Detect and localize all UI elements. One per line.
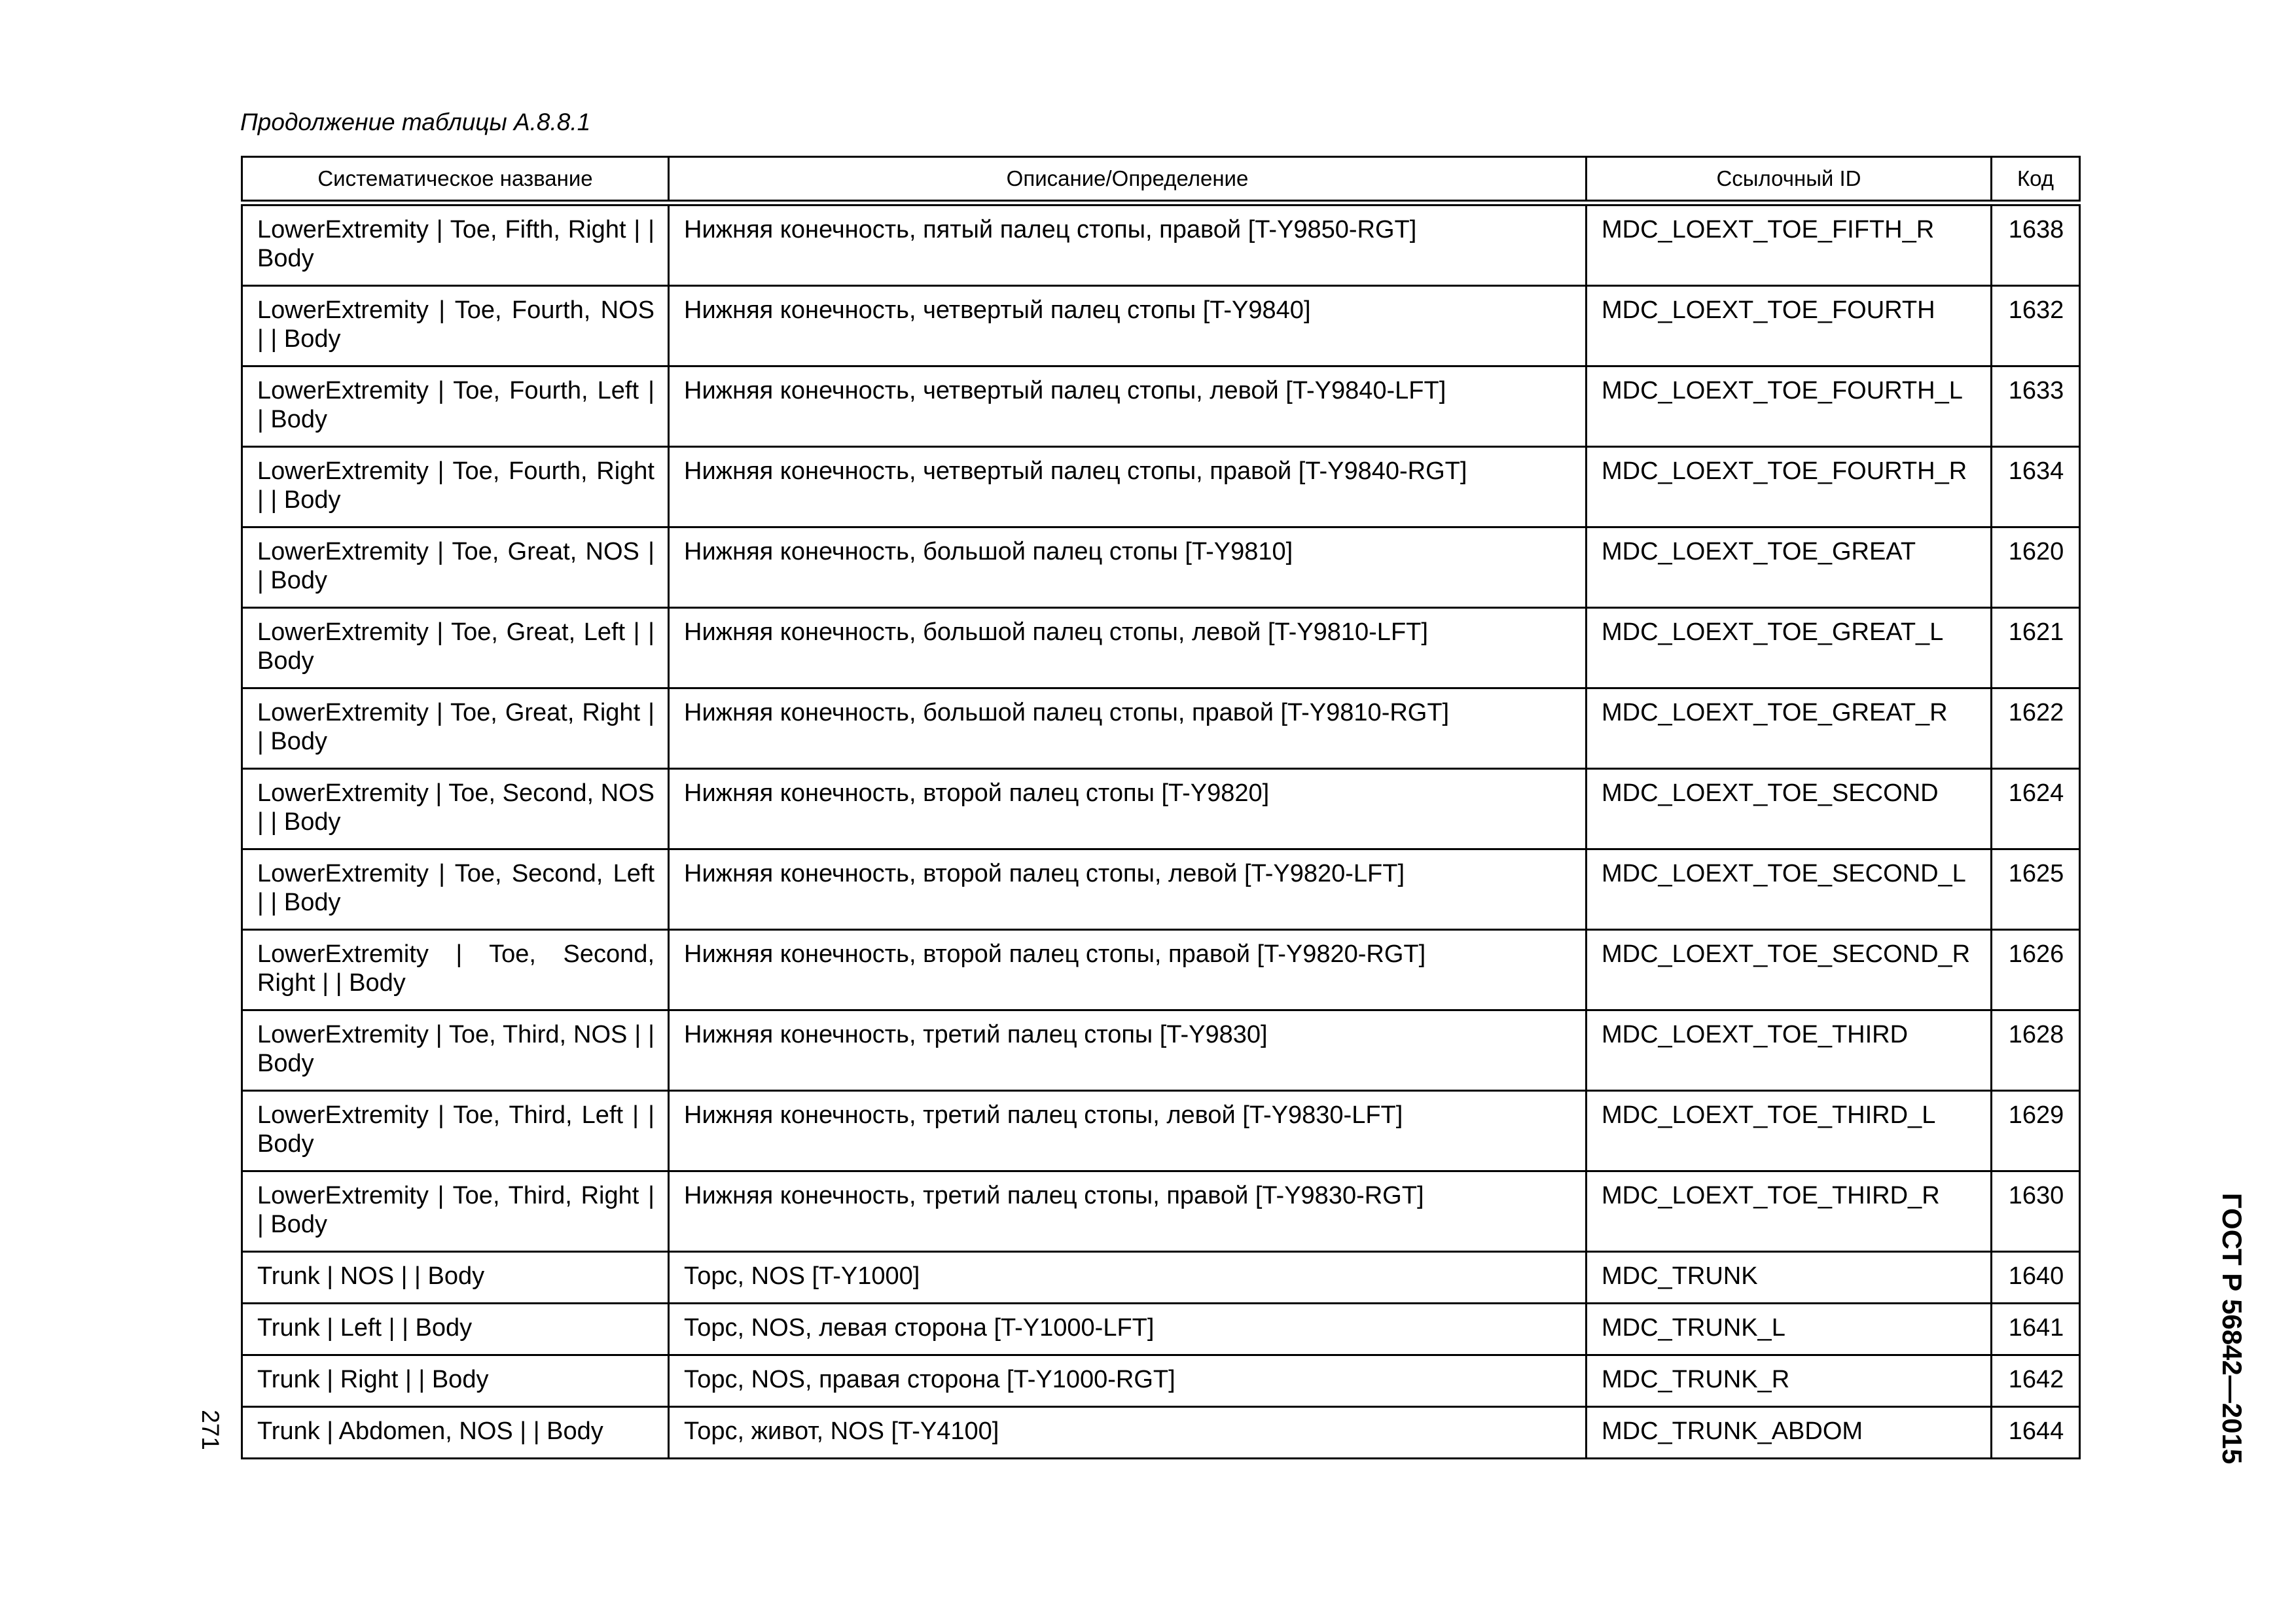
cell-code: 1625: [1992, 849, 2080, 930]
cell-description: Нижняя конечность, второй палец стопы, левой [T-Y9820-LFT]: [669, 849, 1587, 930]
cell-reference-id: MDC_LOEXT_TOE_FOURTH: [1587, 286, 1992, 366]
cell-systematic-name: LowerExtremity | Toe, Third, NOS | | Body: [242, 1010, 669, 1091]
cell-systematic-name: LowerExtremity | Toe, Great, Left | | Body: [242, 608, 669, 688]
data-table: [241, 156, 2081, 1459]
cell-description: Нижняя конечность, третий палец стопы [T-Y9830]: [669, 1010, 1587, 1091]
cell-reference-id: MDC_LOEXT_TOE_GREAT_R: [1587, 688, 1992, 769]
table-row: [242, 930, 2080, 1010]
header-reference-id: Ссылочный ID: [1587, 157, 1992, 204]
table-row: [242, 1171, 2080, 1252]
cell-systematic-name: LowerExtremity | Toe, Fourth, NOS | | Body: [242, 286, 669, 366]
cell-code: 1633: [1992, 366, 2080, 447]
cell-systematic-name: Trunk | Abdomen, NOS | | Body: [242, 1407, 669, 1459]
standard-designation: ГОСТ Р 56842—2015: [2217, 1192, 2248, 1465]
cell-description: Нижняя конечность, третий палец стопы, левой [T-Y9830-LFT]: [669, 1091, 1587, 1171]
cell-code: 1641: [1992, 1304, 2080, 1355]
cell-reference-id: MDC_LOEXT_TOE_THIRD_R: [1587, 1171, 1992, 1252]
table-body: [242, 203, 2080, 1459]
header-code: Код: [1992, 157, 2080, 204]
cell-description: Нижняя конечность, четвертый палец стопы, правой [T-Y9840-RGT]: [669, 447, 1587, 527]
cell-reference-id: MDC_LOEXT_TOE_THIRD_L: [1587, 1091, 1992, 1171]
cell-description: Нижняя конечность, пятый палец стопы, правой [T-Y9850-RGT]: [669, 203, 1587, 286]
cell-reference-id: MDC_TRUNK_L: [1587, 1304, 1992, 1355]
cell-code: 1640: [1992, 1252, 2080, 1304]
cell-reference-id: MDC_TRUNK_ABDOM: [1587, 1407, 1992, 1459]
table-row: [242, 688, 2080, 769]
cell-code: 1638: [1992, 203, 2080, 286]
table-row: [242, 1355, 2080, 1407]
cell-systematic-name: Trunk | Right | | Body: [242, 1355, 669, 1407]
header-systematic-name: Систематическое название: [242, 157, 669, 204]
cell-reference-id: MDC_LOEXT_TOE_SECOND: [1587, 769, 1992, 849]
cell-systematic-name: LowerExtremity | Toe, Fourth, Right | | Body: [242, 447, 669, 527]
cell-systematic-name: LowerExtremity | Toe, Second, NOS | | Body: [242, 769, 669, 849]
cell-systematic-name: LowerExtremity | Toe, Great, NOS | | Body: [242, 527, 669, 608]
table-row: [242, 203, 2080, 286]
cell-code: 1644: [1992, 1407, 2080, 1459]
cell-reference-id: MDC_LOEXT_TOE_GREAT: [1587, 527, 1992, 608]
cell-systematic-name: LowerExtremity | Toe, Fourth, Left | | Body: [242, 366, 669, 447]
table-caption: Продолжение таблицы А.8.8.1: [240, 109, 591, 135]
page-number: 271: [196, 1410, 224, 1450]
table-header: [242, 157, 2080, 204]
cell-reference-id: MDC_LOEXT_TOE_FOURTH_L: [1587, 366, 1992, 447]
table-row: [242, 447, 2080, 527]
cell-systematic-name: LowerExtremity | Toe, Great, Right | | Body: [242, 688, 669, 769]
cell-systematic-name: Trunk | Left | | Body: [242, 1304, 669, 1355]
cell-code: 1622: [1992, 688, 2080, 769]
table-row: [242, 769, 2080, 849]
cell-description: Нижняя конечность, четвертый палец стопы [T-Y9840]: [669, 286, 1587, 366]
cell-description: Нижняя конечность, большой палец стопы [T-Y9810]: [669, 527, 1587, 608]
cell-reference-id: MDC_LOEXT_TOE_FOURTH_R: [1587, 447, 1992, 527]
cell-description: Нижняя конечность, большой палец стопы, правой [T-Y9810-RGT]: [669, 688, 1587, 769]
cell-description: Нижняя конечность, третий палец стопы, правой [T-Y9830-RGT]: [669, 1171, 1587, 1252]
cell-systematic-name: LowerExtremity | Toe, Third, Right | | Body: [242, 1171, 669, 1252]
table-row: [242, 1407, 2080, 1459]
cell-reference-id: MDC_TRUNK: [1587, 1252, 1992, 1304]
cell-description: Нижняя конечность, второй палец стопы, правой [T-Y9820-RGT]: [669, 930, 1587, 1010]
cell-code: 1634: [1992, 447, 2080, 527]
cell-description: Нижняя конечность, большой палец стопы, левой [T-Y9810-LFT]: [669, 608, 1587, 688]
cell-reference-id: MDC_LOEXT_TOE_FIFTH_R: [1587, 203, 1992, 286]
table-row: [242, 1304, 2080, 1355]
cell-code: 1626: [1992, 930, 2080, 1010]
cell-code: 1621: [1992, 608, 2080, 688]
cell-code: 1620: [1992, 527, 2080, 608]
table-row: [242, 527, 2080, 608]
cell-systematic-name: LowerExtremity | Toe, Fifth, Right | | Body: [242, 203, 669, 286]
cell-code: 1629: [1992, 1091, 2080, 1171]
cell-reference-id: MDC_LOEXT_TOE_GREAT_L: [1587, 608, 1992, 688]
cell-systematic-name: LowerExtremity | Toe, Second, Right | | Body: [242, 930, 669, 1010]
cell-description: Нижняя конечность, второй палец стопы [T-Y9820]: [669, 769, 1587, 849]
cell-reference-id: MDC_TRUNK_R: [1587, 1355, 1992, 1407]
cell-code: 1624: [1992, 769, 2080, 849]
table-row: [242, 608, 2080, 688]
cell-description: Торс, NOS [T-Y1000]: [669, 1252, 1587, 1304]
cell-systematic-name: Trunk | NOS | | Body: [242, 1252, 669, 1304]
cell-systematic-name: LowerExtremity | Toe, Third, Left | | Body: [242, 1091, 669, 1171]
cell-reference-id: MDC_LOEXT_TOE_SECOND_R: [1587, 930, 1992, 1010]
cell-description: Торс, NOS, правая сторона [T-Y1000-RGT]: [669, 1355, 1587, 1407]
table-row: [242, 1252, 2080, 1304]
table-row: [242, 849, 2080, 930]
cell-reference-id: MDC_LOEXT_TOE_THIRD: [1587, 1010, 1992, 1091]
cell-description: Торс, живот, NOS [T-Y4100]: [669, 1407, 1587, 1459]
cell-code: 1632: [1992, 286, 2080, 366]
cell-code: 1628: [1992, 1010, 2080, 1091]
cell-reference-id: MDC_LOEXT_TOE_SECOND_L: [1587, 849, 1992, 930]
header-description: Описание/Определение: [669, 157, 1587, 204]
table-row: [242, 1091, 2080, 1171]
cell-description: Нижняя конечность, четвертый палец стопы, левой [T-Y9840-LFT]: [669, 366, 1587, 447]
cell-systematic-name: LowerExtremity | Toe, Second, Left | | Body: [242, 849, 669, 930]
cell-description: Торс, NOS, левая сторона [T-Y1000-LFT]: [669, 1304, 1587, 1355]
table-row: [242, 1010, 2080, 1091]
table-row: [242, 286, 2080, 366]
cell-code: 1642: [1992, 1355, 2080, 1407]
table-row: [242, 366, 2080, 447]
cell-code: 1630: [1992, 1171, 2080, 1252]
